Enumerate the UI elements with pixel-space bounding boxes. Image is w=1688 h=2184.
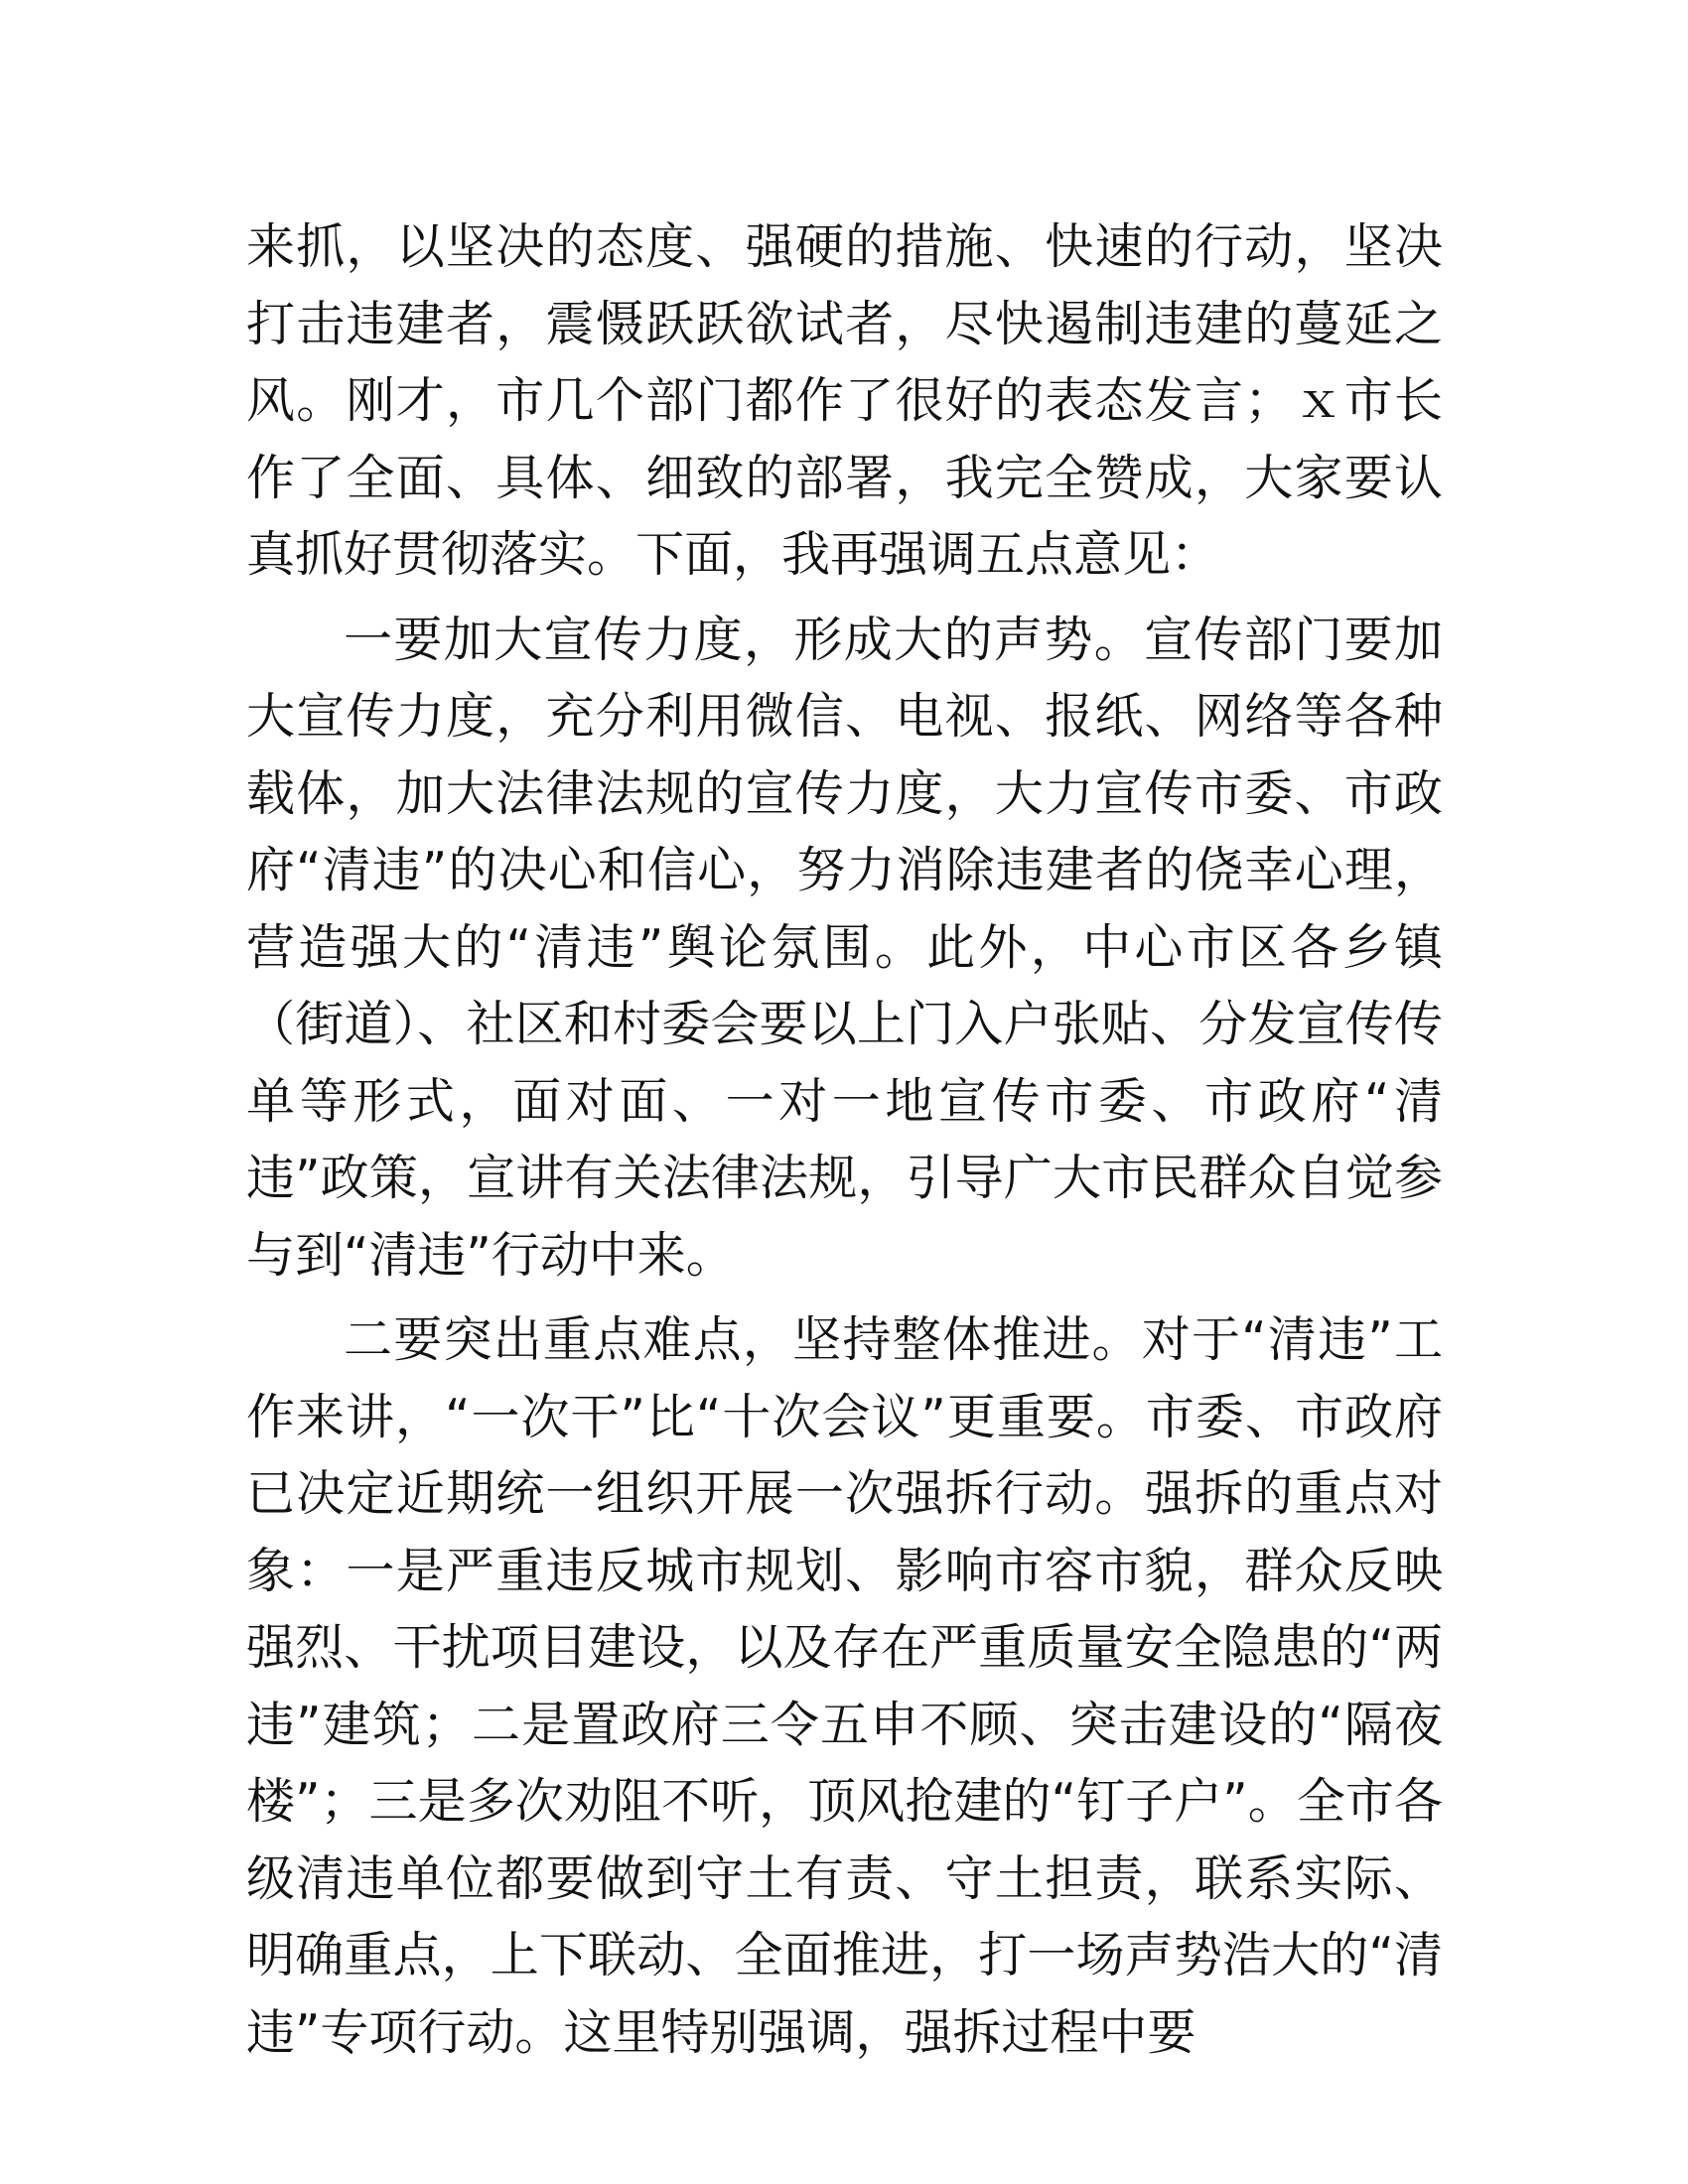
paragraph-intro: 来抓，以坚决的态度、强硬的措施、快速的行动，坚决打击违建者，震慑跃跃欲试者，尽快遏制违建的蔓延之风。刚才，市几个部门都作了很好的表态发言；ｘ市长作了全面、具体、细致的部署，我完全赞成，大家要认真抓好贯彻落实。下面，我再强调五点意见： — [246, 218, 1443, 583]
paragraph-point-one: 一要加大宣传力度，形成大的声势。宣传部门要加大宣传力度，充分利用微信、电视、报纸、网络等各种载体，加大法律法规的宣传力度，大力宣传市委、市政府“清违”的决心和信心，努力消除违建者的侥幸心理，营造强大的“清违”舆论氛围。此外，中心市区各乡镇（街道）、社区和村委会要以上门入户张贴、分发宣传传单等形式，面对面、一对一地宣传市委、市政府“清违”政策，宣讲有关法律法规，引导广大市民群众自觉参与到“清违”行动中来。 — [246, 611, 1443, 1284]
document-body — [246, 208, 1443, 2079]
paragraph-point-two: 二要突出重点难点，坚持整体推进。对于“清违”工作来讲，“一次干”比“十次会议”更重要。市委、市政府已决定近期统一组织开展一次强拆行动。强拆的重点对象：一是严重违反城市规划、影响市容市貌，群众反映强烈、干扰项目建设，以及存在严重质量安全隐患的“两违”建筑；二是置政府三令五申不顾、突击建设的“隔夜楼”；三是多次劝阻不听，顶风抢建的“钉子户”。全市各级清违单位都要做到守土有责、守土担责，联系实际、明确重点，上下联动、全面推进，打一场声势浩大的“清违”专项行动。这里特别强调，强拆过程中要 — [246, 1311, 1443, 2061]
